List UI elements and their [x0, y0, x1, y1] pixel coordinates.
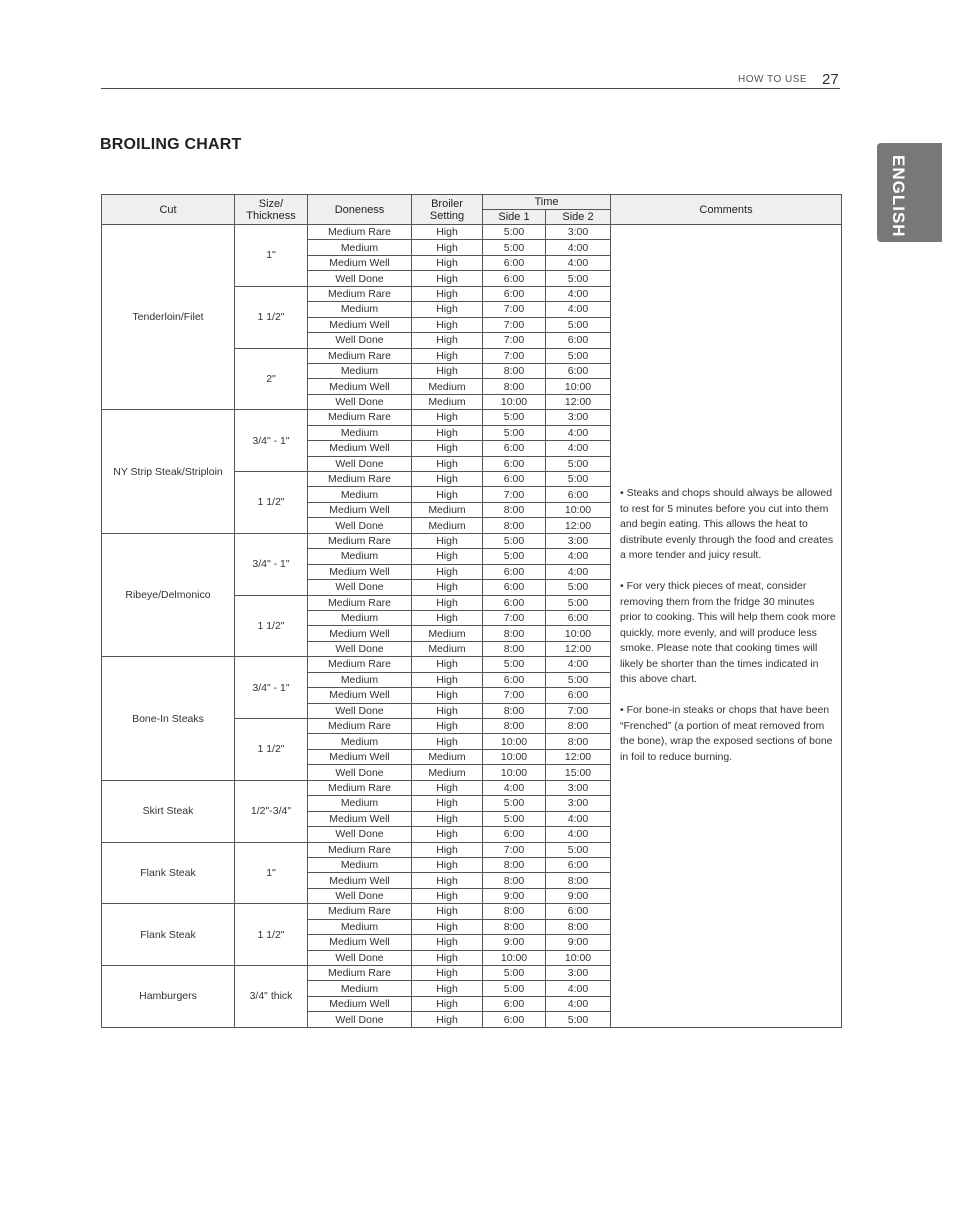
- doneness-cell: Well Done: [308, 641, 412, 656]
- broiler-setting-cell: High: [412, 333, 483, 348]
- cut-cell: NY Strip Steak/Striploin: [102, 410, 235, 534]
- language-tab-label: ENGLISH: [889, 155, 908, 238]
- doneness-cell: Well Done: [308, 394, 412, 409]
- side-1-time-cell: 8:00: [483, 919, 546, 934]
- header-section-label: HOW TO USE: [738, 74, 808, 85]
- broiler-setting-cell: High: [412, 734, 483, 749]
- doneness-cell: Medium Well: [308, 935, 412, 950]
- header-size-line1: Size/: [258, 197, 284, 210]
- side-2-time-cell: 3:00: [546, 796, 611, 811]
- side-2-time-cell: 4:00: [546, 549, 611, 564]
- side-1-time-cell: 7:00: [483, 302, 546, 317]
- broiler-setting-cell: High: [412, 348, 483, 363]
- size-cell: 1 1/2": [235, 904, 308, 966]
- side-1-time-cell: 8:00: [483, 857, 546, 872]
- side-2-time-cell: 8:00: [546, 919, 611, 934]
- side-1-time-cell: 10:00: [483, 765, 546, 780]
- doneness-cell: Medium Rare: [308, 966, 412, 981]
- page-number: 27: [822, 71, 839, 88]
- broiler-setting-cell: High: [412, 935, 483, 950]
- side-1-time-cell: 6:00: [483, 255, 546, 270]
- side-2-time-cell: 4:00: [546, 981, 611, 996]
- side-1-time-cell: 6:00: [483, 580, 546, 595]
- doneness-cell: Medium: [308, 919, 412, 934]
- doneness-cell: Well Done: [308, 765, 412, 780]
- side-1-time-cell: 5:00: [483, 240, 546, 255]
- side-2-time-cell: 9:00: [546, 888, 611, 903]
- side-1-time-cell: 10:00: [483, 394, 546, 409]
- side-1-time-cell: 5:00: [483, 410, 546, 425]
- header-time: Time: [483, 195, 611, 210]
- doneness-cell: Medium Well: [308, 317, 412, 332]
- side-1-time-cell: 8:00: [483, 626, 546, 641]
- broiler-setting-cell: High: [412, 857, 483, 872]
- doneness-cell: Well Done: [308, 580, 412, 595]
- broiler-setting-cell: High: [412, 580, 483, 595]
- broiler-setting-cell: High: [412, 286, 483, 301]
- broiler-setting-cell: Medium: [412, 379, 483, 394]
- side-1-time-cell: 6:00: [483, 271, 546, 286]
- broiler-setting-cell: Medium: [412, 749, 483, 764]
- side-2-time-cell: 8:00: [546, 873, 611, 888]
- side-2-time-cell: 8:00: [546, 719, 611, 734]
- broiler-setting-cell: High: [412, 533, 483, 548]
- side-2-time-cell: 10:00: [546, 379, 611, 394]
- side-2-time-cell: 4:00: [546, 564, 611, 579]
- side-1-time-cell: 8:00: [483, 873, 546, 888]
- side-1-time-cell: 4:00: [483, 780, 546, 795]
- doneness-cell: Medium Rare: [308, 780, 412, 795]
- side-2-time-cell: 5:00: [546, 580, 611, 595]
- doneness-cell: Well Done: [308, 703, 412, 718]
- doneness-cell: Medium: [308, 981, 412, 996]
- broiler-setting-cell: High: [412, 888, 483, 903]
- doneness-cell: Medium Well: [308, 996, 412, 1011]
- broiler-setting-cell: Medium: [412, 502, 483, 517]
- side-2-time-cell: 4:00: [546, 255, 611, 270]
- side-1-time-cell: 6:00: [483, 1012, 546, 1027]
- side-2-time-cell: 4:00: [546, 240, 611, 255]
- side-2-time-cell: 3:00: [546, 780, 611, 795]
- header-size: [235, 195, 308, 225]
- broiler-setting-cell: High: [412, 472, 483, 487]
- cut-cell: Tenderloin/Filet: [102, 225, 235, 410]
- side-2-time-cell: 3:00: [546, 410, 611, 425]
- side-1-time-cell: 8:00: [483, 703, 546, 718]
- size-cell: 1 1/2": [235, 719, 308, 781]
- side-2-time-cell: 12:00: [546, 394, 611, 409]
- broiler-setting-cell: High: [412, 549, 483, 564]
- broiler-setting-cell: High: [412, 966, 483, 981]
- header-cut: Cut: [102, 195, 235, 225]
- side-2-time-cell: 4:00: [546, 657, 611, 672]
- side-1-time-cell: 6:00: [483, 564, 546, 579]
- comment-paragraph: • For bone-in steaks or chops that have been “Frenched” (a portion of meat removed from the bone), wrap the exposed sections of bone in foil to reduce burning.: [620, 704, 833, 763]
- side-2-time-cell: 5:00: [546, 456, 611, 471]
- broiler-setting-cell: High: [412, 425, 483, 440]
- size-cell: 1 1/2": [235, 286, 308, 348]
- side-2-time-cell: 5:00: [546, 348, 611, 363]
- doneness-cell: Well Done: [308, 456, 412, 471]
- side-2-time-cell: 5:00: [546, 271, 611, 286]
- side-2-time-cell: 12:00: [546, 749, 611, 764]
- side-2-time-cell: 5:00: [546, 672, 611, 687]
- side-1-time-cell: 7:00: [483, 842, 546, 857]
- doneness-cell: Well Done: [308, 1012, 412, 1027]
- broiler-setting-cell: Medium: [412, 641, 483, 656]
- doneness-cell: Medium: [308, 549, 412, 564]
- side-1-time-cell: 7:00: [483, 688, 546, 703]
- cut-cell: Hamburgers: [102, 966, 235, 1028]
- doneness-cell: Medium Rare: [308, 286, 412, 301]
- broiler-setting-cell: Medium: [412, 518, 483, 533]
- size-cell: 3/4" - 1": [235, 533, 308, 595]
- broiler-setting-cell: High: [412, 302, 483, 317]
- broiler-setting-cell: High: [412, 564, 483, 579]
- doneness-cell: Medium Well: [308, 811, 412, 826]
- doneness-cell: Medium Rare: [308, 719, 412, 734]
- side-2-time-cell: 4:00: [546, 286, 611, 301]
- broiler-setting-cell: High: [412, 981, 483, 996]
- doneness-cell: Medium: [308, 672, 412, 687]
- side-2-time-cell: 6:00: [546, 487, 611, 502]
- comment-paragraph: • Steaks and chops should always be allowed to rest for 5 minutes before you cut into them and begin eating. This allows the heat to distribute evenly through the food and creates a more tender and juicy result.: [620, 487, 834, 562]
- doneness-cell: Well Done: [308, 271, 412, 286]
- side-2-time-cell: 6:00: [546, 363, 611, 378]
- side-2-time-cell: 12:00: [546, 518, 611, 533]
- broiler-setting-cell: High: [412, 240, 483, 255]
- doneness-cell: Medium Well: [308, 502, 412, 517]
- cut-cell: Flank Steak: [102, 842, 235, 904]
- side-2-time-cell: 7:00: [546, 703, 611, 718]
- doneness-cell: Medium Rare: [308, 410, 412, 425]
- broiling-chart-table: [101, 194, 842, 1028]
- broiler-setting-cell: High: [412, 317, 483, 332]
- side-2-time-cell: 4:00: [546, 827, 611, 842]
- side-1-time-cell: 8:00: [483, 641, 546, 656]
- doneness-cell: Medium Rare: [308, 533, 412, 548]
- side-1-time-cell: 5:00: [483, 425, 546, 440]
- doneness-cell: Medium Well: [308, 749, 412, 764]
- cut-cell: Flank Steak: [102, 904, 235, 966]
- side-2-time-cell: 6:00: [546, 333, 611, 348]
- side-2-time-cell: 4:00: [546, 996, 611, 1011]
- broiler-setting-cell: Medium: [412, 394, 483, 409]
- side-1-time-cell: 8:00: [483, 379, 546, 394]
- side-2-time-cell: 3:00: [546, 966, 611, 981]
- side-2-time-cell: 15:00: [546, 765, 611, 780]
- header-broiler-line1: Broiler: [431, 197, 463, 210]
- side-1-time-cell: 6:00: [483, 441, 546, 456]
- broiler-setting-cell: High: [412, 610, 483, 625]
- side-2-time-cell: 6:00: [546, 610, 611, 625]
- size-cell: 1/2"-3/4": [235, 780, 308, 842]
- doneness-cell: Medium Rare: [308, 657, 412, 672]
- side-2-time-cell: 8:00: [546, 734, 611, 749]
- size-cell: 1 1/2": [235, 472, 308, 534]
- table-row: [102, 225, 842, 240]
- doneness-cell: Medium Rare: [308, 472, 412, 487]
- broiler-setting-cell: High: [412, 1012, 483, 1027]
- side-1-time-cell: 5:00: [483, 796, 546, 811]
- side-1-time-cell: 5:00: [483, 811, 546, 826]
- header-side-1: Side 1: [483, 210, 546, 225]
- side-1-time-cell: 6:00: [483, 595, 546, 610]
- size-cell: 1": [235, 225, 308, 287]
- header-side-2: Side 2: [546, 210, 611, 225]
- doneness-cell: Medium: [308, 857, 412, 872]
- side-2-time-cell: 4:00: [546, 441, 611, 456]
- doneness-cell: Well Done: [308, 333, 412, 348]
- side-1-time-cell: 7:00: [483, 610, 546, 625]
- side-2-time-cell: 10:00: [546, 502, 611, 517]
- broiler-setting-cell: High: [412, 271, 483, 286]
- doneness-cell: Medium: [308, 487, 412, 502]
- broiler-setting-cell: High: [412, 255, 483, 270]
- side-1-time-cell: 8:00: [483, 363, 546, 378]
- header-comments: Comments: [611, 195, 842, 225]
- side-1-time-cell: 7:00: [483, 487, 546, 502]
- side-1-time-cell: 8:00: [483, 502, 546, 517]
- cut-cell: Ribeye/Delmonico: [102, 533, 235, 657]
- side-2-time-cell: 3:00: [546, 225, 611, 240]
- broiler-setting-cell: High: [412, 996, 483, 1011]
- side-1-time-cell: 8:00: [483, 518, 546, 533]
- side-2-time-cell: 5:00: [546, 317, 611, 332]
- broiler-setting-cell: High: [412, 703, 483, 718]
- side-1-time-cell: 5:00: [483, 966, 546, 981]
- doneness-cell: Medium Well: [308, 255, 412, 270]
- doneness-cell: Medium: [308, 240, 412, 255]
- doneness-cell: Well Done: [308, 827, 412, 842]
- side-1-time-cell: 10:00: [483, 734, 546, 749]
- side-2-time-cell: 5:00: [546, 595, 611, 610]
- side-1-time-cell: 10:00: [483, 749, 546, 764]
- side-2-time-cell: 3:00: [546, 533, 611, 548]
- language-tab: [877, 143, 942, 242]
- broiler-setting-cell: High: [412, 950, 483, 965]
- broiler-setting-cell: High: [412, 595, 483, 610]
- side-1-time-cell: 7:00: [483, 348, 546, 363]
- side-1-time-cell: 5:00: [483, 981, 546, 996]
- side-2-time-cell: 10:00: [546, 626, 611, 641]
- broiler-setting-cell: High: [412, 873, 483, 888]
- side-1-time-cell: 5:00: [483, 549, 546, 564]
- doneness-cell: Well Done: [308, 518, 412, 533]
- doneness-cell: Medium: [308, 425, 412, 440]
- doneness-cell: Medium: [308, 363, 412, 378]
- side-1-time-cell: 5:00: [483, 657, 546, 672]
- side-2-time-cell: 10:00: [546, 950, 611, 965]
- side-1-time-cell: 5:00: [483, 225, 546, 240]
- doneness-cell: Medium Rare: [308, 842, 412, 857]
- broiler-setting-cell: High: [412, 487, 483, 502]
- side-2-time-cell: 6:00: [546, 904, 611, 919]
- broiler-setting-cell: High: [412, 688, 483, 703]
- header-size-line2: Thickness: [246, 209, 296, 222]
- size-cell: 3/4" - 1": [235, 410, 308, 472]
- side-1-time-cell: 6:00: [483, 472, 546, 487]
- broiler-setting-cell: High: [412, 410, 483, 425]
- size-cell: 1 1/2": [235, 595, 308, 657]
- page-title: BROILING CHART: [100, 136, 242, 153]
- side-1-time-cell: 6:00: [483, 456, 546, 471]
- side-1-time-cell: 9:00: [483, 888, 546, 903]
- side-2-time-cell: 5:00: [546, 472, 611, 487]
- side-1-time-cell: 7:00: [483, 333, 546, 348]
- doneness-cell: Medium Rare: [308, 348, 412, 363]
- header-doneness: Doneness: [308, 195, 412, 225]
- header-broiler-line2: Setting: [429, 209, 465, 222]
- broiler-setting-cell: High: [412, 657, 483, 672]
- side-2-time-cell: 9:00: [546, 935, 611, 950]
- side-1-time-cell: 6:00: [483, 996, 546, 1011]
- doneness-cell: Medium: [308, 796, 412, 811]
- comment-paragraph: • For very thick pieces of meat, consider removing them from the fridge 30 minutes prior to cooking. This will help them cook more quickly, more evenly, and will produce less smoke. Please note that cooking times will likely be shorter than the times indicated in this above chart.: [620, 580, 836, 686]
- broiler-setting-cell: High: [412, 904, 483, 919]
- broiler-setting-cell: High: [412, 441, 483, 456]
- broiler-setting-cell: Medium: [412, 626, 483, 641]
- side-1-time-cell: 7:00: [483, 317, 546, 332]
- side-2-time-cell: 6:00: [546, 857, 611, 872]
- doneness-cell: Medium Well: [308, 873, 412, 888]
- cut-cell: Skirt Steak: [102, 780, 235, 842]
- size-cell: 2": [235, 348, 308, 410]
- side-1-time-cell: 6:00: [483, 286, 546, 301]
- comments-cell: [611, 225, 842, 1028]
- doneness-cell: Medium Well: [308, 626, 412, 641]
- side-1-time-cell: 5:00: [483, 533, 546, 548]
- side-2-time-cell: 5:00: [546, 1012, 611, 1027]
- doneness-cell: Medium Rare: [308, 595, 412, 610]
- cut-cell: Bone-In Steaks: [102, 657, 235, 781]
- broiler-setting-cell: High: [412, 456, 483, 471]
- side-2-time-cell: 5:00: [546, 842, 611, 857]
- doneness-cell: Medium Well: [308, 564, 412, 579]
- side-2-time-cell: 12:00: [546, 641, 611, 656]
- side-1-time-cell: 8:00: [483, 719, 546, 734]
- broiler-setting-cell: High: [412, 919, 483, 934]
- doneness-cell: Medium Rare: [308, 904, 412, 919]
- side-1-time-cell: 8:00: [483, 904, 546, 919]
- side-2-time-cell: 4:00: [546, 425, 611, 440]
- size-cell: 3/4" - 1": [235, 657, 308, 719]
- doneness-cell: Medium: [308, 610, 412, 625]
- broiler-setting-cell: High: [412, 719, 483, 734]
- broiler-setting-cell: High: [412, 363, 483, 378]
- side-1-time-cell: 6:00: [483, 827, 546, 842]
- broiler-setting-cell: Medium: [412, 765, 483, 780]
- chart-body: [102, 225, 842, 1028]
- doneness-cell: Medium Well: [308, 379, 412, 394]
- size-cell: 3/4" thick: [235, 966, 308, 1028]
- doneness-cell: Medium Well: [308, 441, 412, 456]
- side-1-time-cell: 9:00: [483, 935, 546, 950]
- side-2-time-cell: 6:00: [546, 688, 611, 703]
- broiler-setting-cell: High: [412, 842, 483, 857]
- side-1-time-cell: 10:00: [483, 950, 546, 965]
- doneness-cell: Medium: [308, 734, 412, 749]
- header-broiler-setting: [412, 195, 483, 225]
- header-divider: [101, 88, 840, 89]
- doneness-cell: Well Done: [308, 888, 412, 903]
- doneness-cell: Medium Rare: [308, 225, 412, 240]
- broiler-setting-cell: High: [412, 811, 483, 826]
- size-cell: 1": [235, 842, 308, 904]
- broiler-setting-cell: High: [412, 796, 483, 811]
- side-1-time-cell: 6:00: [483, 672, 546, 687]
- doneness-cell: Medium Well: [308, 688, 412, 703]
- doneness-cell: Well Done: [308, 950, 412, 965]
- doneness-cell: Medium: [308, 302, 412, 317]
- broiler-setting-cell: High: [412, 827, 483, 842]
- side-2-time-cell: 4:00: [546, 302, 611, 317]
- broiler-setting-cell: High: [412, 672, 483, 687]
- side-2-time-cell: 4:00: [546, 811, 611, 826]
- broiler-setting-cell: High: [412, 780, 483, 795]
- broiler-setting-cell: High: [412, 225, 483, 240]
